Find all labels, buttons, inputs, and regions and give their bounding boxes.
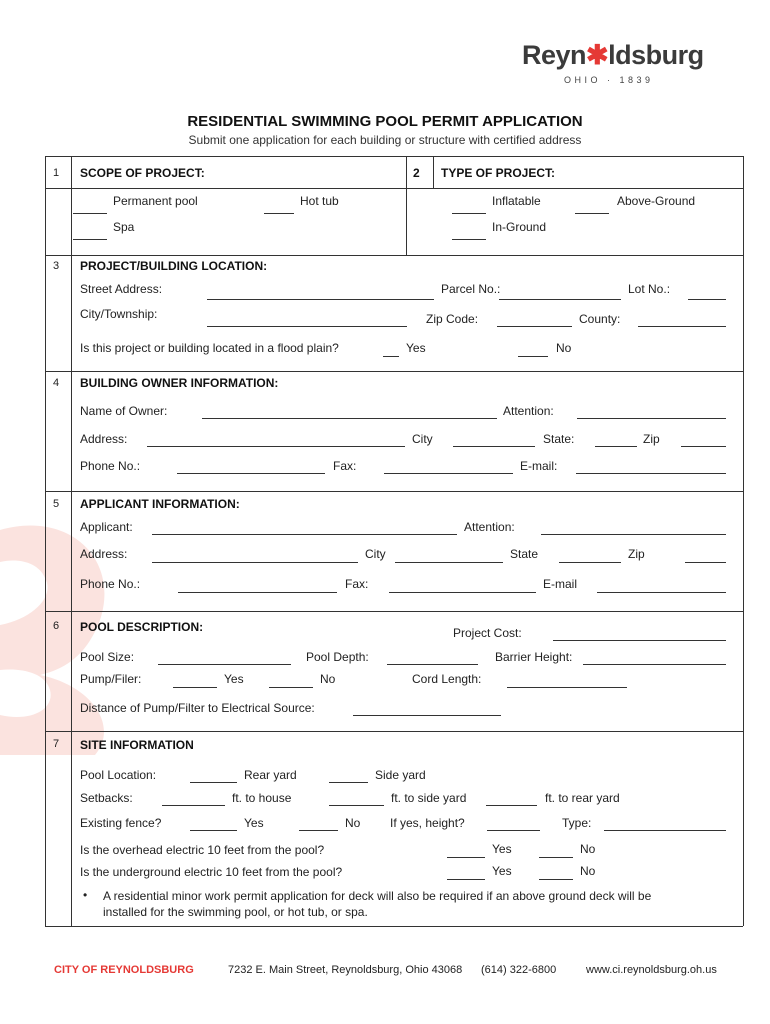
logo-text-post: ldsburg [608, 40, 704, 70]
deck-note-line-2: installed for the swimming pool, or hot tub, or spa. [103, 905, 368, 919]
above-ground-blank[interactable] [575, 213, 609, 214]
frame-top [45, 156, 743, 157]
section-1-heading: SCOPE OF PROJECT: [80, 166, 205, 180]
row-divider-6 [45, 731, 743, 732]
pool-size-label: Pool Size: [80, 650, 135, 664]
section-6-heading: POOL DESCRIPTION: [80, 620, 204, 634]
owner-zip-field[interactable] [681, 446, 726, 447]
frame-right [743, 156, 744, 926]
section-1-number: 1 [53, 167, 60, 179]
inflatable-blank[interactable] [452, 213, 486, 214]
applicant-zip-field[interactable] [685, 562, 726, 563]
footer-phone: (614) 322-6800 [481, 964, 557, 976]
flood-no-label: No [556, 341, 572, 355]
fence-yes-blank[interactable] [190, 830, 237, 831]
owner-address-label: Address: [80, 432, 128, 446]
owner-phone-field[interactable] [177, 473, 325, 474]
underground-yes-blank[interactable] [447, 879, 485, 880]
owner-fax-field[interactable] [384, 473, 513, 474]
setbacks-label: Setbacks: [80, 791, 133, 805]
zip-code-label: Zip Code: [426, 312, 479, 326]
permanent-pool-blank[interactable] [73, 213, 107, 214]
section-3-heading: PROJECT/BUILDING LOCATION: [80, 259, 268, 273]
section-2-heading: TYPE OF PROJECT: [441, 166, 556, 180]
num-col-divider [71, 156, 72, 926]
spa-blank[interactable] [73, 239, 107, 240]
cord-length-field[interactable] [507, 687, 627, 688]
existing-fence-label: Existing fence? [80, 816, 162, 830]
section-5-number: 5 [53, 498, 60, 510]
applicant-zip-label: Zip [628, 547, 645, 561]
underground-electric-question: Is the underground electric 10 feet from the pool? [80, 865, 343, 879]
overhead-yes-blank[interactable] [447, 857, 485, 858]
reynoldsburg-logo [522, 40, 712, 90]
project-cost-label: Project Cost: [453, 626, 522, 640]
section-3-number: 3 [53, 260, 60, 272]
hot-tub-label: Hot tub [300, 194, 339, 208]
pump-distance-field[interactable] [353, 715, 501, 716]
fence-type-field[interactable] [604, 830, 726, 831]
logo-text-pre: Reyn [522, 40, 587, 70]
section-5-heading: APPLICANT INFORMATION: [80, 497, 240, 511]
county-label: County: [579, 312, 621, 326]
section-7-number: 7 [53, 738, 60, 750]
section-4-heading: BUILDING OWNER INFORMATION: [80, 376, 279, 390]
flood-yes-blank[interactable] [383, 356, 399, 357]
applicant-fax-field[interactable] [389, 592, 536, 593]
applicant-city-field[interactable] [395, 562, 503, 563]
form-subtitle: Submit one application for each building or structure with certified address [188, 133, 582, 147]
above-ground-label: Above-Ground [617, 194, 696, 208]
applicant-label: Applicant: [80, 520, 133, 534]
pool-location-label: Pool Location: [80, 768, 157, 782]
logo-subtitle: OHIO · 1839 [564, 75, 654, 85]
underground-no-blank[interactable] [539, 879, 573, 880]
owner-state-label: State: [543, 432, 575, 446]
owner-phone-label: Phone No.: [80, 459, 141, 473]
setback-house-field[interactable] [162, 805, 225, 806]
row-divider-1 [45, 188, 743, 189]
parcel-no-field[interactable] [499, 299, 621, 300]
applicant-phone-label: Phone No.: [80, 577, 141, 591]
applicant-address-label: Address: [80, 547, 128, 561]
side-yard-blank[interactable] [329, 782, 368, 783]
in-ground-blank[interactable] [452, 239, 486, 240]
permanent-pool-label: Permanent pool [113, 194, 198, 208]
owner-city-field[interactable] [453, 446, 535, 447]
pump-yes-blank[interactable] [173, 687, 217, 688]
spa-label: Spa [113, 220, 135, 234]
overhead-electric-question: Is the overhead electric 10 feet from the pool? [80, 843, 325, 857]
setback-side-label: ft. to side yard [391, 791, 467, 805]
frame-bottom [45, 926, 743, 927]
overhead-no-label: No [580, 842, 596, 856]
owner-email-label: E-mail: [520, 459, 558, 473]
section-2-number: 2 [413, 166, 420, 180]
pool-depth-field[interactable] [387, 664, 478, 665]
applicant-state-label: State [510, 547, 539, 561]
overhead-yes-label: Yes [492, 842, 512, 856]
owner-zip-label: Zip [643, 432, 660, 446]
s2-num-divider [433, 156, 434, 188]
hot-tub-blank[interactable] [264, 213, 294, 214]
row-divider-2 [45, 255, 743, 256]
owner-name-label: Name of Owner: [80, 404, 168, 418]
logo-star-icon: ✱ [586, 40, 609, 70]
section-6-number: 6 [53, 620, 60, 632]
form-title: RESIDENTIAL SWIMMING POOL PERMIT APPLICATION [187, 113, 583, 130]
county-field[interactable] [638, 326, 726, 327]
pool-size-field[interactable] [158, 664, 291, 665]
pump-no-label: No [320, 672, 336, 686]
owner-attention-field[interactable] [577, 418, 726, 419]
applicant-state-field[interactable] [559, 562, 621, 563]
zip-code-field[interactable] [497, 326, 572, 327]
fence-height-field[interactable] [487, 830, 540, 831]
row-divider-5 [45, 611, 743, 612]
fence-yes-label: Yes [244, 816, 264, 830]
pool-depth-label: Pool Depth: [306, 650, 369, 664]
section-4-number: 4 [53, 377, 60, 389]
flood-yes-label: Yes [406, 341, 426, 355]
side-yard-label: Side yard [375, 768, 426, 782]
owner-email-field[interactable] [576, 473, 726, 474]
setback-rear-label: ft. to rear yard [545, 791, 620, 805]
lot-no-label: Lot No.: [628, 282, 671, 296]
owner-name-field[interactable] [202, 418, 497, 419]
city-township-field[interactable] [207, 326, 407, 327]
section-7-heading: SITE INFORMATION [80, 738, 194, 752]
parcel-no-label: Parcel No.: [441, 282, 501, 296]
rear-yard-blank[interactable] [190, 782, 237, 783]
setback-side-field[interactable] [329, 805, 384, 806]
underground-no-label: No [580, 864, 596, 878]
s1-s2-divider [406, 156, 407, 255]
setback-house-label: ft. to house [232, 791, 292, 805]
in-ground-label: In-Ground [492, 220, 547, 234]
deck-note-line-1: A residential minor work permit application for deck will also be required if an above ground deck will be [103, 889, 652, 903]
fence-type-label: Type: [562, 816, 592, 830]
footer-city-name: CITY OF REYNOLDSBURG [54, 964, 194, 976]
applicant-email-field[interactable] [597, 592, 726, 593]
overhead-no-blank[interactable] [539, 857, 573, 858]
barrier-height-field[interactable] [583, 664, 726, 665]
rear-yard-label: Rear yard [244, 768, 297, 782]
owner-attention-label: Attention: [503, 404, 554, 418]
fence-no-blank[interactable] [299, 830, 338, 831]
fence-height-label: If yes, height? [390, 816, 465, 830]
city-township-label: City/Township: [80, 307, 158, 321]
applicant-field[interactable] [152, 534, 457, 535]
pump-filter-label: Pump/Filer: [80, 672, 142, 686]
applicant-email-label: E-mail [543, 577, 578, 591]
frame-left [45, 156, 46, 926]
flood-plain-question: Is this project or building located in a flood plain? [80, 341, 339, 355]
inflatable-label: Inflatable [492, 194, 541, 208]
project-cost-field[interactable] [553, 640, 726, 641]
bullet-icon: • [83, 888, 88, 902]
pump-yes-label: Yes [224, 672, 244, 686]
street-address-field[interactable] [207, 299, 434, 300]
setback-rear-field[interactable] [486, 805, 537, 806]
underground-yes-label: Yes [492, 864, 512, 878]
applicant-fax-label: Fax: [345, 577, 369, 591]
flood-no-blank[interactable] [518, 356, 548, 357]
footer-website[interactable]: www.ci.reynoldsburg.oh.us [586, 964, 717, 976]
applicant-attention-field[interactable] [541, 534, 726, 535]
owner-state-field[interactable] [595, 446, 637, 447]
applicant-address-field[interactable] [152, 562, 358, 563]
footer-address: 7232 E. Main Street, Reynoldsburg, Ohio 43068 [228, 964, 463, 976]
fence-no-label: No [345, 816, 361, 830]
applicant-phone-field[interactable] [178, 592, 337, 593]
cord-length-label: Cord Length: [412, 672, 482, 686]
row-divider-3 [45, 371, 743, 372]
row-divider-4 [45, 491, 743, 492]
barrier-height-label: Barrier Height: [495, 650, 573, 664]
lot-no-field[interactable] [688, 299, 726, 300]
street-address-label: Street Address: [80, 282, 163, 296]
owner-address-field[interactable] [147, 446, 405, 447]
applicant-city-label: City [365, 547, 386, 561]
owner-fax-label: Fax: [333, 459, 357, 473]
applicant-attention-label: Attention: [464, 520, 515, 534]
pump-no-blank[interactable] [269, 687, 313, 688]
owner-city-label: City [412, 432, 433, 446]
pump-distance-label: Distance of Pump/Filter to Electrical Source: [80, 701, 315, 715]
